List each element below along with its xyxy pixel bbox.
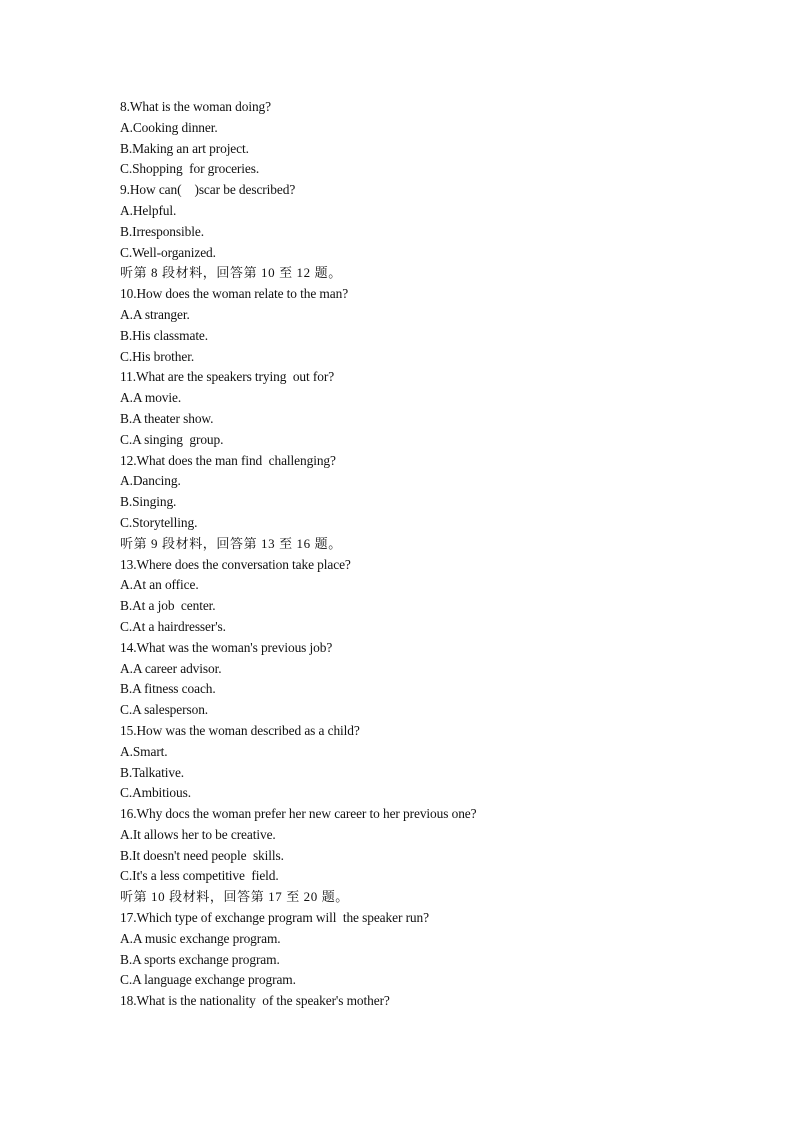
answer-option: C.A salesperson. — [120, 702, 209, 718]
answer-option: C.At a hairdresser's. — [120, 618, 226, 634]
answer-option: A.A stranger. — [120, 306, 190, 322]
question-text: 14.What was the woman's previous job? — [120, 639, 333, 655]
answer-option: A.Helpful. — [120, 202, 177, 218]
question-text: 10.How does the woman relate to the man? — [120, 286, 349, 302]
answer-option: A.Smart. — [120, 743, 168, 759]
answer-option: B.A fitness coach. — [120, 681, 216, 697]
answer-option: B.A sports exchange program. — [120, 951, 280, 967]
answer-option: C.It's a less competitive field. — [120, 868, 279, 884]
section-instruction: 听第 8 段材料，回答第 10 至 12 题。 — [120, 265, 342, 281]
answer-option: B.Talkative. — [120, 764, 185, 780]
answer-option: A.At an office. — [120, 577, 199, 593]
question-text: 18.What is the nationality of the speaker's mother? — [120, 993, 390, 1009]
answer-option: B.A theater show. — [120, 410, 214, 426]
answer-option: B.His classmate. — [120, 327, 209, 343]
question-text: 9.How can( )scar be described? — [120, 182, 296, 198]
question-text: 13.Where does the conversation take place? — [120, 556, 351, 572]
answer-option: A.Dancing. — [120, 473, 181, 489]
answer-option: B.Making an art project. — [120, 140, 249, 156]
answer-option: C.Storytelling. — [120, 514, 198, 530]
answer-option: B.Singing. — [120, 494, 177, 510]
section-instruction: 听第 9 段材料，回答第 13 至 16 题。 — [120, 535, 342, 551]
answer-option: C.A singing group. — [120, 431, 224, 447]
section-instruction: 听第 10 段材料，回答第 17 至 20 题。 — [120, 889, 349, 905]
exam-page — [120, 97, 740, 1012]
answer-option: C.Shopping for groceries. — [120, 161, 260, 177]
answer-option: B.At a job center. — [120, 598, 216, 614]
answer-option: A.Cooking dinner. — [120, 119, 218, 135]
answer-option: A.A career advisor. — [120, 660, 222, 676]
answer-option: A.A movie. — [120, 390, 182, 406]
answer-option: B.Irresponsible. — [120, 223, 204, 239]
question-text: 17.Which type of exchange program will the speaker run? — [120, 910, 429, 926]
answer-option: C.Well-organized. — [120, 244, 216, 260]
question-text: 8.What is the woman doing? — [120, 99, 271, 114]
question-text: 16.Why docs the woman prefer her new career to her previous one? — [120, 806, 477, 822]
question-text: 15.How was the woman described as a child? — [120, 722, 360, 738]
answer-option: C.Ambitious. — [120, 785, 191, 801]
answer-option: B.It doesn't need people skills. — [120, 847, 284, 863]
question-text: 12.What does the man find challenging? — [120, 452, 336, 468]
answer-option: A.It allows her to be creative. — [120, 826, 276, 842]
answer-option: C.A language exchange program. — [120, 972, 296, 988]
question-text: 11.What are the speakers trying out for? — [120, 369, 335, 385]
answer-option: A.A music exchange program. — [120, 930, 281, 946]
answer-option: C.His brother. — [120, 348, 195, 364]
